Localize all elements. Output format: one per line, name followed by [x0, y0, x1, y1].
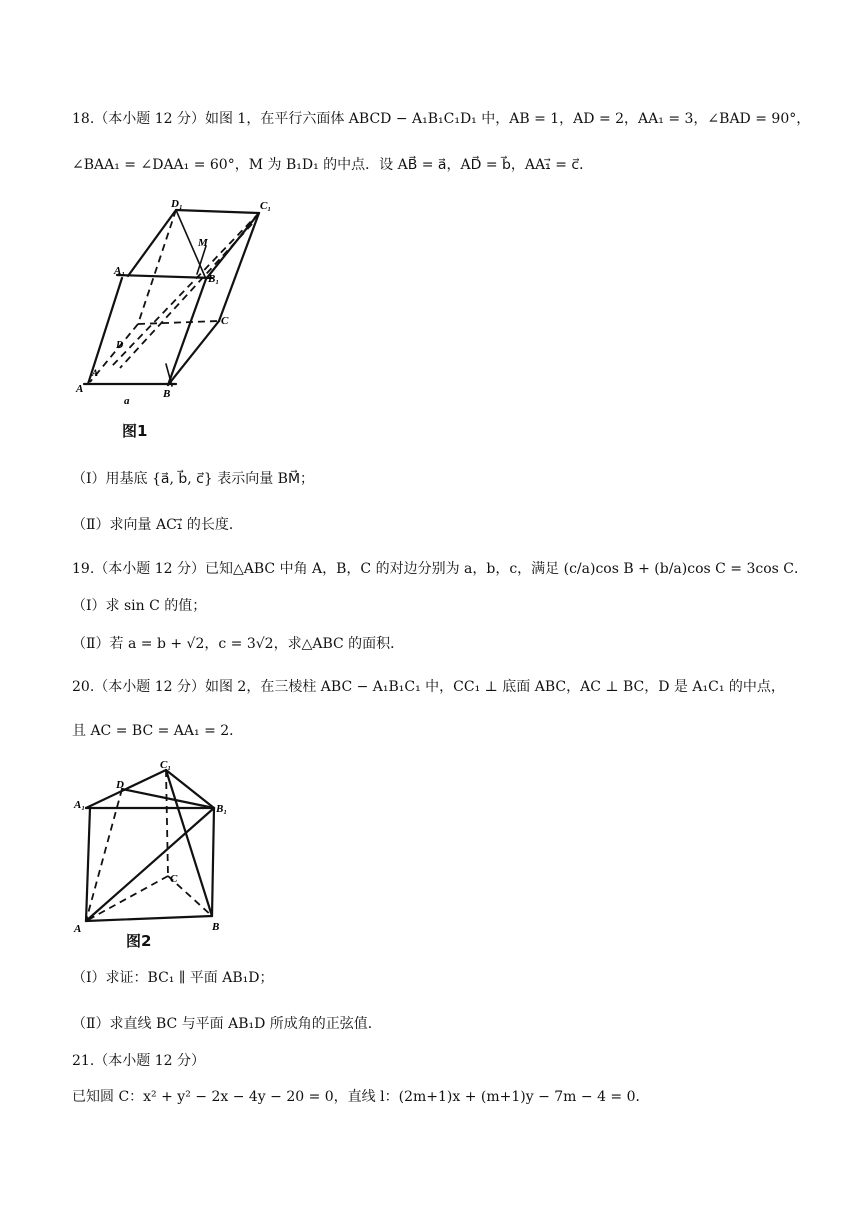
edge-d1a1 [128, 210, 176, 276]
figure-1-caption: 图1 [122, 422, 148, 440]
q18-part2: （Ⅱ）求向量 AC₁⃗ 的长度． [72, 517, 243, 533]
q19-part2: （Ⅱ）若 a = b + √2，c = 3√2，求△ABC 的面积． [72, 636, 405, 652]
dashed-ca [86, 876, 168, 921]
q20-line2: 且 AC = BC = AA₁ = 2． [72, 723, 244, 739]
edge-ab [86, 916, 212, 921]
figure-2-drawing [72, 756, 232, 936]
edge-c1c [219, 213, 259, 321]
label-D: D [116, 779, 124, 791]
label-D: D [116, 340, 124, 351]
q20-part2: （Ⅱ）求直线 BC 与平面 AB₁D 所成角的正弦值． [72, 1016, 382, 1032]
q20-part1: （Ⅰ）求证：BC₁ ∥ 平面 AB₁D； [72, 970, 274, 986]
label-a: a [124, 395, 130, 407]
label-B1: B₁ [208, 273, 220, 285]
label-A1: A₁ [114, 265, 126, 277]
q18-line1: 18.（本小题 12 分）如图 1，在平行六面体 ABCD − A₁B₁C₁D₁ 中，AB = 1，AD = 2，AA₁ = 3，∠BAD = 90°， [72, 111, 811, 127]
dashed-c1a [112, 213, 259, 366]
segment-db1 [122, 789, 214, 808]
label-A: A [74, 923, 82, 935]
label-C1: C₁ [260, 200, 272, 212]
q18-part1: （Ⅰ）用基底 {a⃗, b⃗, c⃗} 表示向量 BM⃗； [72, 471, 315, 487]
label-B: B [163, 388, 171, 400]
q19-part1: （Ⅰ）求 sin C 的值； [72, 598, 207, 614]
figure-1-parallelepiped [72, 196, 292, 446]
dashed-ac1-double [120, 224, 252, 368]
label-C: C [170, 873, 178, 885]
edge-a1a [86, 808, 90, 921]
label-B: B [212, 921, 220, 933]
q18-line2: ∠BAA₁ = ∠DAA₁ = 60°，M 为 B₁D₁ 的中点．设 AB⃗ = a⃗，AD⃗ = b⃗，AA₁⃗ = c⃗． [72, 157, 594, 173]
figure-2-prism [72, 756, 232, 936]
label-M: M [198, 237, 208, 249]
label-C: C [221, 315, 229, 327]
dashed-d1d [138, 210, 176, 324]
dashed-dc [138, 321, 219, 324]
figure-1-drawing [72, 196, 292, 446]
edge-cb [168, 321, 219, 385]
label-B1: B₁ [216, 803, 228, 815]
q21-line2: 已知圆 C：x² + y² − 2x − 4y − 20 = 0，直线 l：(2m+1)x + (m+1)y − 7m − 4 = 0． [72, 1089, 650, 1105]
edge-b1b [212, 808, 214, 916]
q19-line1: 19.（本小题 12 分）已知△ABC 中角 A，B，C 的对边分别为 a，b，c，满足 (c/a)cos B + (b/a)cos C = 3cos C． [72, 561, 808, 577]
label-D1: D₁ [171, 198, 183, 210]
label-A-inner: A [92, 368, 99, 378]
q21-line1: 21.（本小题 12 分） [72, 1053, 205, 1069]
label-C1: C₁ [160, 759, 172, 771]
figure-2-caption: 图2 [126, 932, 152, 950]
dashed-c1c [166, 770, 168, 876]
q20-line1: 20.（本小题 12 分）如图 2，在三棱柱 ABC − A₁B₁C₁ 中，CC₁ ⊥ 底面 ABC，AC ⊥ BC，D 是 A₁C₁ 的中点， [72, 679, 785, 695]
label-A: A [76, 383, 84, 395]
edge-d1c1 [176, 210, 259, 213]
label-A1: A₁ [74, 799, 86, 811]
